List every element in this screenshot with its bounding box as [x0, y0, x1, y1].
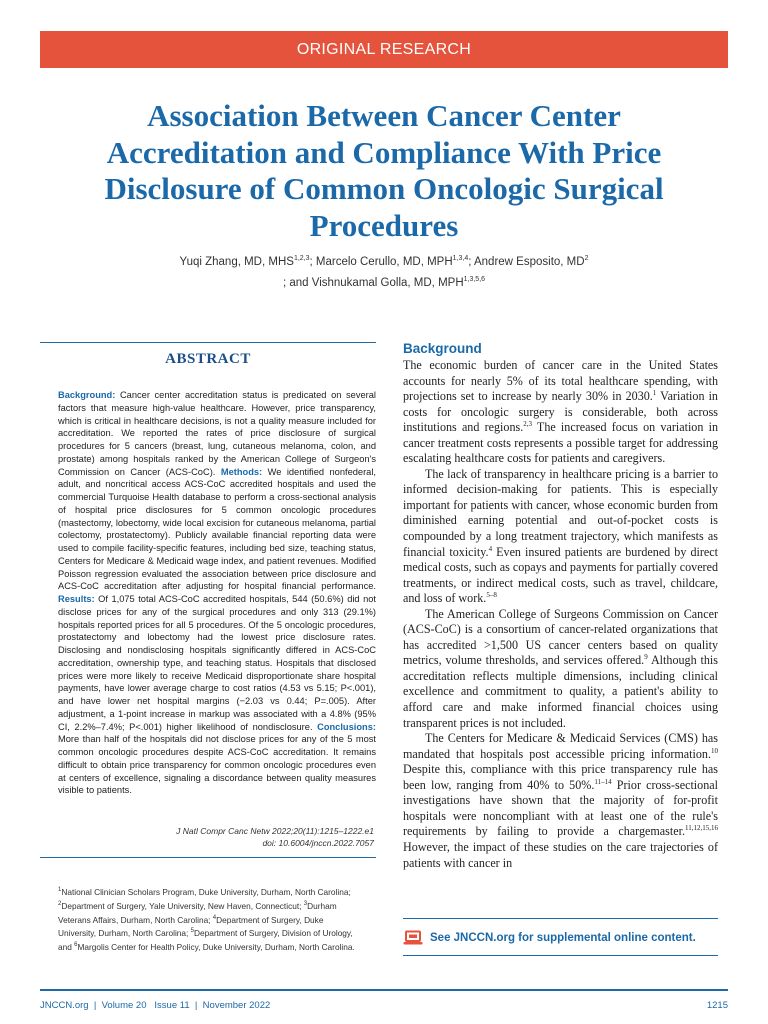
affil-sup: 2 [58, 900, 62, 907]
affiliations [58, 884, 358, 953]
article-title: Association Between Cancer Center Accreditation and Compliance With Price Disclosure of Common Oncologic Surgical Procedures [104, 98, 664, 243]
abstract-conclusions-text: More than half of the hospitals did not disclose prices for any of the 5 most common oncologic procedures despite ACS-CoC accreditation. It remains difficult to obtain price transparency for common oncologic procedures even at centers of excellence, signaling a discordance between quality measures visible to patients. [58, 734, 376, 796]
abstract-conclusions-label: Conclusions: [317, 721, 376, 732]
affil-text: Department of Surgery, Duke University, Durham, North Carolina; [58, 914, 324, 939]
citation [58, 825, 374, 849]
footer-journal[interactable]: JNCCN.org [40, 1000, 89, 1011]
footer-separator: | [93, 1000, 97, 1011]
affil-text: National Clinician Scholars Program, Duke University, Durham, North Carolina; [61, 886, 351, 897]
footer-journal-info [40, 1000, 270, 1011]
abstract-methods-label: Methods: [220, 466, 263, 477]
affil-sup: 3 [303, 900, 308, 907]
author-affil-sup: 2 [584, 255, 589, 262]
text-run: The American College of Surgeons Commission on Cancer (ACS-CoC) is a consortium of cancer-related organizations that has accredited >1,500 US cancer centers based on quality metrics, volume thresholds, and services offered. [403, 606, 718, 668]
text-run: The increased focus on variation in cancer treatment costs represents a possible target for addressing escalating healthcare costs for patients and caregivers. [403, 420, 718, 466]
page-number: 1215 [706, 1000, 728, 1011]
affil-sup: 5 [190, 928, 194, 935]
background-body [403, 358, 718, 871]
abstract-results-text: Of 1,075 total ACS-CoC accredited hospitals, 544 (50.6%) did not disclose prices for any of the surgical procedures and only 313 (29.1%) hospitals reported prices for all 5 procedures. Of the 5 oncologic procedures, prostatectomy and lobectomy had the lowest price disclosure rates. Disclosing and nondisclosing hospitals significantly differed in ACS-CoC accreditation, ownership type, and teaching status. Hospitals that disclosed prices were more likely to receive Medicaid disproportionate share hospital payments, have lower average charge to cost ratios (4.53 vs 5.15; P<.001), and have lower net hospital margins (−2.03 vs 0.44; P=.005). After adjustment, a 1-point increase in markup was associated with a 4.8% (95% CI, 2.2%–7.4%; P<.001) higher likelihood of nondisclosure. [58, 594, 376, 732]
text-run: Despite this, compliance with this price transparency rule has been low, ranging from 40% to 50%. [403, 762, 718, 792]
reference-sup[interactable]: 11–14 [594, 777, 612, 786]
text-run: Prior cross-sectional investigations have shown that the majority of for-profit hospitals were noncompliant with at least one of the rule's requirements by failing to provide a chargemaster. [403, 777, 718, 839]
reference-sup[interactable]: 11,12,15,16 [685, 824, 718, 833]
abstract-heading: ABSTRACT [165, 351, 251, 367]
footer-rule [40, 989, 728, 991]
affil-sup: 4 [212, 914, 217, 921]
supplemental-text[interactable]: See JNCCN.org for supplemental online content. [430, 932, 696, 944]
abstract-body [58, 389, 376, 797]
text-run: Even insured patients are burdened by direct medical costs, such as copays and payments for partially covered treatments, or indirect medical costs, such as travel, childcare, and loss of work. [403, 544, 719, 606]
laptop-icon [403, 930, 423, 946]
author-affil-sup: 1,2,3 [293, 255, 310, 262]
footer-separator: | [194, 1000, 198, 1011]
footer-volume: Volume 20 [101, 1000, 147, 1011]
abstract-bottom-rule [40, 857, 376, 858]
author-name: Yuqi Zhang, MD, MHS [179, 255, 294, 268]
author-name: ; Marcelo Cerullo, MD, MPH [309, 255, 453, 268]
paragraph [403, 467, 718, 607]
supplemental-link[interactable] [403, 929, 723, 947]
reference-sup[interactable]: 2,3 [523, 420, 532, 429]
abstract-results-label: Results: [58, 594, 95, 604]
author-name: ; Andrew Esposito, MD [468, 255, 585, 268]
affil-text: Durham Veterans Affairs, Durham, North Carolina; [58, 900, 337, 925]
reference-sup[interactable]: 10 [711, 746, 718, 755]
author-list [90, 250, 678, 292]
affil-text: Department of Surgery, Yale University, New Haven, Connecticut; [61, 900, 304, 911]
text-run: The lack of transparency in healthcare pricing is a barrier to informed decision-making for patients. This is especially important for patients with cancer, whose economic burden from diminished earning potential and out-of-pocket costs is compounded by a long treatment trajectory, which manifests as financial toxicity. [403, 466, 718, 559]
paragraph [403, 358, 718, 467]
text-run: Although this accreditation reflects multiple dimensions, including clinical excellence and commitment to quality, a patient's ability to afford care and make informed financial choices using transparent prices is not included. [403, 653, 718, 730]
abstract-background-text: Cancer center accreditation status is predicated on several factors that measure high-value healthcare. However, price transparency, which is critical in healthcare decisions, is not a quality measure included for accreditation. We reported the rates of price disclosure of surgical procedures for 5 cancers (breast, lung, cutaneous melanoma, colon, and prostate) among hospitals ranked by the American College of Surgeon's Commission on Cancer (ACS-CoC). [58, 390, 376, 477]
paragraph [403, 607, 718, 731]
affil-text: Department of Surgery, Division of Urology, and [58, 928, 353, 952]
footer-issue: Issue 11 [154, 1000, 190, 1011]
footer-date: November 2022 [202, 1000, 271, 1011]
abstract-background-label: Background: [58, 390, 116, 400]
supplemental-bottom-rule [403, 955, 718, 956]
reference-sup[interactable]: 1 [652, 389, 657, 398]
author-affil-sup: 1,3,4 [452, 255, 469, 262]
citation-journal: J Natl Compr Canc Netw 2022;20(11):1215–1222.e1 [176, 826, 374, 836]
reference-sup[interactable]: 4 [488, 544, 493, 553]
reference-sup[interactable]: 9 [644, 653, 648, 662]
abstract-methods-text: We identified nonfederal, adult, and noncritical access ACS-CoC accredited hospitals and used the commercial Turquoise Health database to perform a cross-sectional analysis of hospital price disclosures for 5 common oncologic procedures (mastectomy, lobectomy, wide local excision for cutaneous melanoma, partial colectomy, prostatectomy). Publicly available financial reporting data were used to compile facility-specific features, including bed size, teaching status, Centers for Medicare & Medicaid wage index, and patient revenues. Modified Poisson regression evaluated the association between price disclosure and ACS-CoC accreditation after adjusting for hospital financial performance. [58, 466, 377, 592]
background-heading: Background [403, 341, 482, 356]
section-banner: ORIGINAL RESEARCH [40, 31, 728, 68]
author-name: ; and Vishnukamal Golla, MD, MPH [282, 276, 464, 289]
reference-sup[interactable]: 5–8 [486, 591, 497, 600]
affil-text: Margolis Center for Health Policy, Duke University, Durham, North Carolina. [77, 941, 355, 952]
text-run: However, the impact of these studies on the care trajectories of patients with cancer in [403, 839, 718, 870]
paragraph [403, 731, 718, 871]
abstract-top-rule [40, 342, 376, 343]
affil-sup: 6 [74, 942, 78, 949]
author-affil-sup: 1,3,5,6 [463, 275, 486, 283]
citation-doi[interactable]: doi: 10.6004/jnccn.2022.7057 [262, 838, 374, 848]
text-run: Variation in costs for oncologic surgery is considerable, both across institutions and regions. [403, 389, 718, 435]
text-run: The economic burden of cancer care in the United States accounts for nearly 5% of its total healthcare spending, with projections set to increase by nearly 30% in 2030. [403, 358, 718, 404]
affil-sup: 1 [58, 887, 62, 893]
supplemental-top-rule [403, 918, 718, 919]
text-run: The Centers for Medicare & Medicaid Services (CMS) has mandated that hospitals post accessible pricing information. [403, 731, 718, 761]
